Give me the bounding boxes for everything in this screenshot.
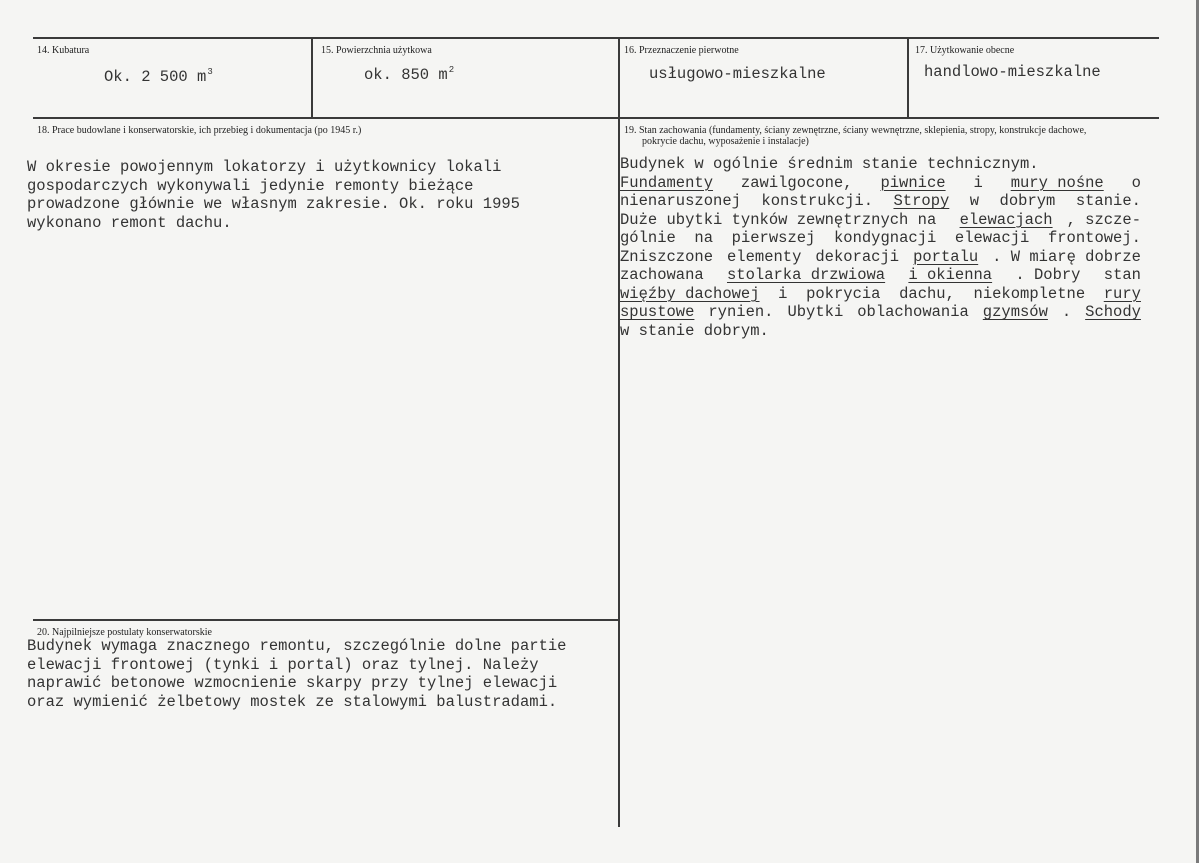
text-line [620, 285, 1141, 304]
text-segment: rynien. [708, 303, 774, 321]
row1-bottom-line [33, 117, 1159, 119]
text-line [620, 303, 1141, 322]
text-segment: w stanie dobrym. [620, 321, 769, 340]
field-16-label: 16. Przeznaczenie pierwotne [624, 45, 739, 56]
underlined-term: spustowe [620, 303, 695, 321]
underlined-term: gzymsów [982, 303, 1048, 321]
text-line [620, 192, 1141, 211]
col-divider-16-17 [907, 37, 909, 119]
field-17-label: 17. Użytkowanie obecne [915, 45, 1015, 56]
text-segment: konstrukcji. [761, 192, 874, 210]
underlined-term: piwnice [880, 173, 946, 192]
underlined-term: portalu [913, 247, 979, 266]
top-border-line [33, 37, 1159, 39]
text-segment: o [1131, 173, 1141, 192]
text-line: wykonano remont dachu. [27, 213, 232, 232]
field-14-label: 14. Kubatura [37, 45, 90, 56]
field-20-text [27, 637, 567, 711]
field-17-value: handlowo-mieszkalne [924, 63, 1101, 81]
text-segment: nienaruszonej [620, 192, 741, 210]
text-segment: w [969, 192, 980, 210]
field-20-label: 20. Najpilniejsze postulaty konserwatorskie [37, 627, 212, 638]
text-segment: elementy [726, 247, 802, 266]
text-line [620, 174, 1141, 193]
text-line: elewacji frontowej (tynki i portal) oraz tylnej. Należy [27, 655, 539, 674]
text-line [620, 229, 1141, 248]
text-segment: gólnie [620, 229, 676, 247]
underlined-term: elewacjach [959, 210, 1053, 229]
field-18-text [27, 158, 520, 232]
text-segment: stanie. [1075, 192, 1141, 210]
underlined-term: więźby dachowej [620, 284, 760, 303]
field-19-label-line1: 19. Stan zachowania (fundamenty, ściany zewnętrzne, ściany wewnętrzne, sklepienia, stropy, konstrukcje dachowe, [624, 125, 1087, 136]
text-segment: stan [1103, 266, 1141, 284]
underlined-term: Fundamenty [620, 173, 714, 192]
field-14-value-text: Ok. 2 500 m [104, 68, 207, 86]
underlined-term: mury nośne [1010, 173, 1104, 192]
text-line: W okresie powojennym lokatorzy i użytkownicy lokali [27, 158, 502, 176]
text-segment: pokrycia [806, 284, 881, 303]
text-line [620, 322, 1141, 341]
text-segment: dachu, [899, 284, 955, 303]
text-line: oraz wymienić żelbetowy mostek ze stalowymi balustradami. [27, 692, 558, 711]
text-segment: , szcze- [1066, 210, 1141, 229]
text-line: gospodarczych wykonywali jedynie remonty bieżące [27, 176, 474, 195]
field-19-label [624, 125, 1149, 147]
field-18-label: 18. Prace budowlane i konserwatorskie, ich przebieg i dokumentacja (po 1945 r.) [37, 125, 362, 136]
text-segment: na [694, 229, 714, 247]
text-segment: oblachowania [857, 303, 969, 321]
field-14-unit-exponent: 3 [207, 67, 213, 77]
text-line: prowadzone głównie we własnym zakresie. Ok. roku 1995 [27, 195, 520, 213]
underlined-term: Schody [1085, 303, 1141, 321]
underlined-term: Stropy [893, 192, 950, 210]
text-segment: . Dobry [1015, 266, 1081, 284]
text-segment: zachowana [620, 266, 704, 284]
col-divider-14-15 [311, 37, 313, 119]
field-15-unit-exponent: 2 [448, 65, 455, 75]
underlined-term: i okienna [908, 266, 993, 284]
field-14-value [104, 67, 213, 86]
text-segment: zawilgocone, [740, 173, 853, 192]
field-15-label: 15. Powierzchnia użytkowa [321, 45, 432, 56]
text-segment: Budynek w ogólnie średnim stanie technicznym. [620, 155, 1039, 173]
text-segment: . [1061, 303, 1072, 321]
field-19-text [620, 155, 1141, 340]
text-segment: Duże ubytki tynków zewnętrznych na [620, 210, 946, 229]
underlined-term: rury [1103, 284, 1141, 303]
text-line [620, 211, 1141, 230]
text-segment: Zniszczone [620, 247, 714, 266]
text-segment: i [973, 173, 983, 192]
text-segment: Ubytki [787, 303, 844, 321]
field-19-label-line2: pokrycie dachu, wyposażenie i instalacje) [642, 136, 809, 147]
text-line: Budynek wymaga znacznego remontu, szczególnie dolne partie [27, 637, 567, 655]
text-segment: dekoracji [815, 247, 900, 266]
text-segment: dobrym [999, 192, 1056, 210]
text-segment: elewacji [954, 229, 1030, 247]
text-segment: kondygnacji [833, 229, 937, 247]
field-16-value: usługowo-mieszkalne [649, 65, 826, 83]
text-segment: pierwszej [731, 229, 816, 247]
text-segment: frontowej. [1047, 229, 1141, 247]
text-line [620, 155, 1141, 174]
field-15-value-text: ok. 850 m [364, 66, 448, 84]
text-line [620, 248, 1141, 267]
field-15-value [364, 65, 454, 84]
section20-top-line [33, 619, 620, 621]
text-segment: niekompletne [973, 284, 1086, 303]
text-segment: i [778, 284, 788, 303]
text-line [620, 266, 1141, 285]
text-segment: . W miarę dobrze [992, 247, 1141, 266]
underlined-term: stolarka drzwiowa [726, 266, 886, 284]
text-line: naprawić betonowe wzmocnienie skarpy przy tylnej elewacji [27, 674, 558, 692]
